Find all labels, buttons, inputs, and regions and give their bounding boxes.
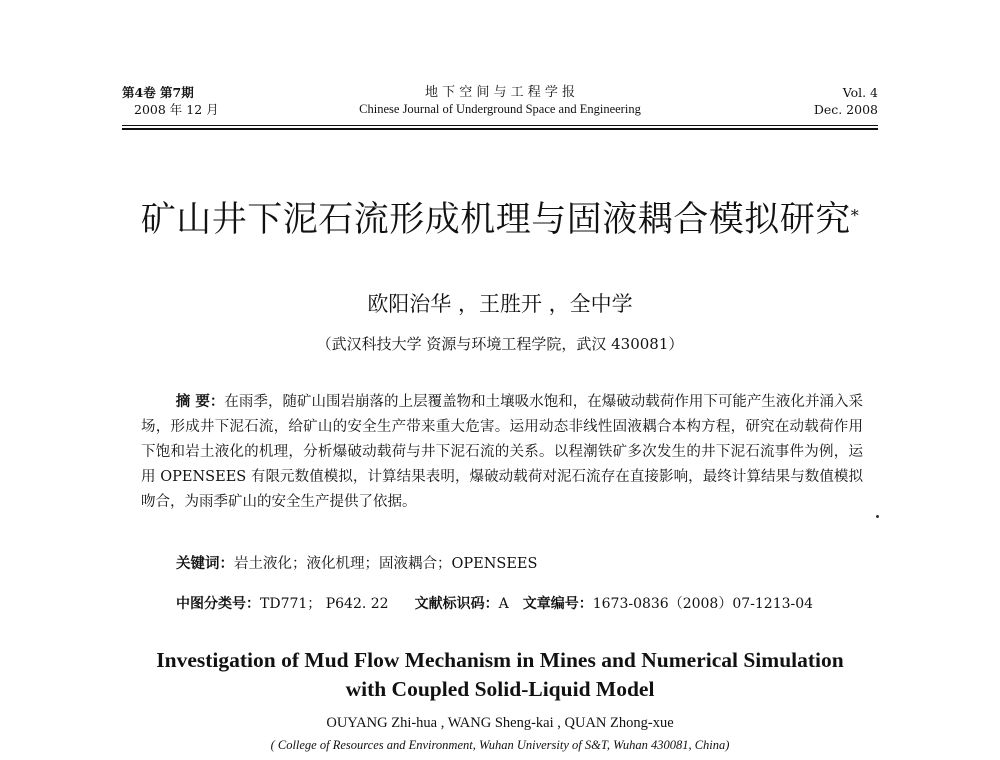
clc-label: 中图分类号： xyxy=(176,596,260,612)
header-rule-thick xyxy=(122,128,878,130)
abstract-cn xyxy=(141,389,863,515)
paper-title-cn xyxy=(0,198,1000,242)
article-number-label: 文章编号： xyxy=(522,596,593,612)
stray-mark xyxy=(876,515,879,518)
classification-line xyxy=(176,593,813,615)
affiliation-en: ( College of Resources and Environment, Wuhan University of S&T, Wuhan 430081, China) xyxy=(270,738,730,752)
paper-title-en-line1: Investigation of Mud Flow Mechanism in Mines and Numerical Simulation xyxy=(156,648,844,672)
title-footnote-mark: * xyxy=(850,206,860,225)
article-number-value: 1673-0836（2008）07-1213-04 xyxy=(592,596,814,612)
authors-cn: 欧阳治华 ，王胜开 ，全中学 xyxy=(367,292,633,316)
header-right xyxy=(678,84,878,118)
header-rule-thin xyxy=(122,125,878,126)
authors-en: OUYANG Zhi-hua , WANG Sheng-kai , QUAN Zhong-xue xyxy=(326,715,674,731)
keywords-cn xyxy=(176,553,537,575)
keywords-text: 岩土液化；液化机理；固液耦合；OPENSEES xyxy=(234,556,538,572)
doc-code-label: 文献标识码： xyxy=(414,596,499,612)
journal-name-en: Chinese Journal of Underground Space and Engineering xyxy=(359,102,641,116)
paper-title-en xyxy=(60,646,940,704)
abstract-text: 在雨季，随矿山围岩崩落的上层覆盖物和土壤吸水饱和，在爆破动载荷作用下可能产生液化并涌入采场，形成井下泥石流，给矿山的安全生产带来重大危害。运用动态非线性固液耦合本构方程，研究在动载荷作用下饱和岩土液化的机理，分析爆破动载荷与井下泥石流的关系。以程潮铁矿多次发生的井下泥石流事件为例，运用 OPENSEES 有限元数值模拟，计算结果表明，爆破动载荷对泥石流存在直接影响，最终计算结果与数值模拟吻合，为雨季矿山的安全生产提供了依据。 xyxy=(141,394,863,510)
journal-header xyxy=(122,84,878,126)
volume-issue: 第4卷 第7期 xyxy=(122,85,194,100)
affiliation-cn: （武汉科技大学 资源与环境工程学院，武汉 430081） xyxy=(316,335,684,353)
issue-date-en: Dec. 2008 xyxy=(813,102,878,117)
paper-title-en-line2: with Coupled Solid-Liquid Model xyxy=(345,677,655,701)
abstract-label: 摘 要： xyxy=(175,393,225,410)
doc-code-value: A xyxy=(498,596,509,612)
paper-title-cn-text: 矿山井下泥石流形成机理与固液耦合模拟研究 xyxy=(140,200,851,240)
issue-date-cn: 2008 年 12 月 xyxy=(134,102,219,117)
clc-value: TD771； P642. 22 xyxy=(260,596,389,612)
journal-name-cn: 地 下 空 间 与 工 程 学 报 xyxy=(424,85,576,100)
keywords-label: 关键词： xyxy=(176,555,234,572)
volume-en: Vol. 4 xyxy=(842,85,878,100)
